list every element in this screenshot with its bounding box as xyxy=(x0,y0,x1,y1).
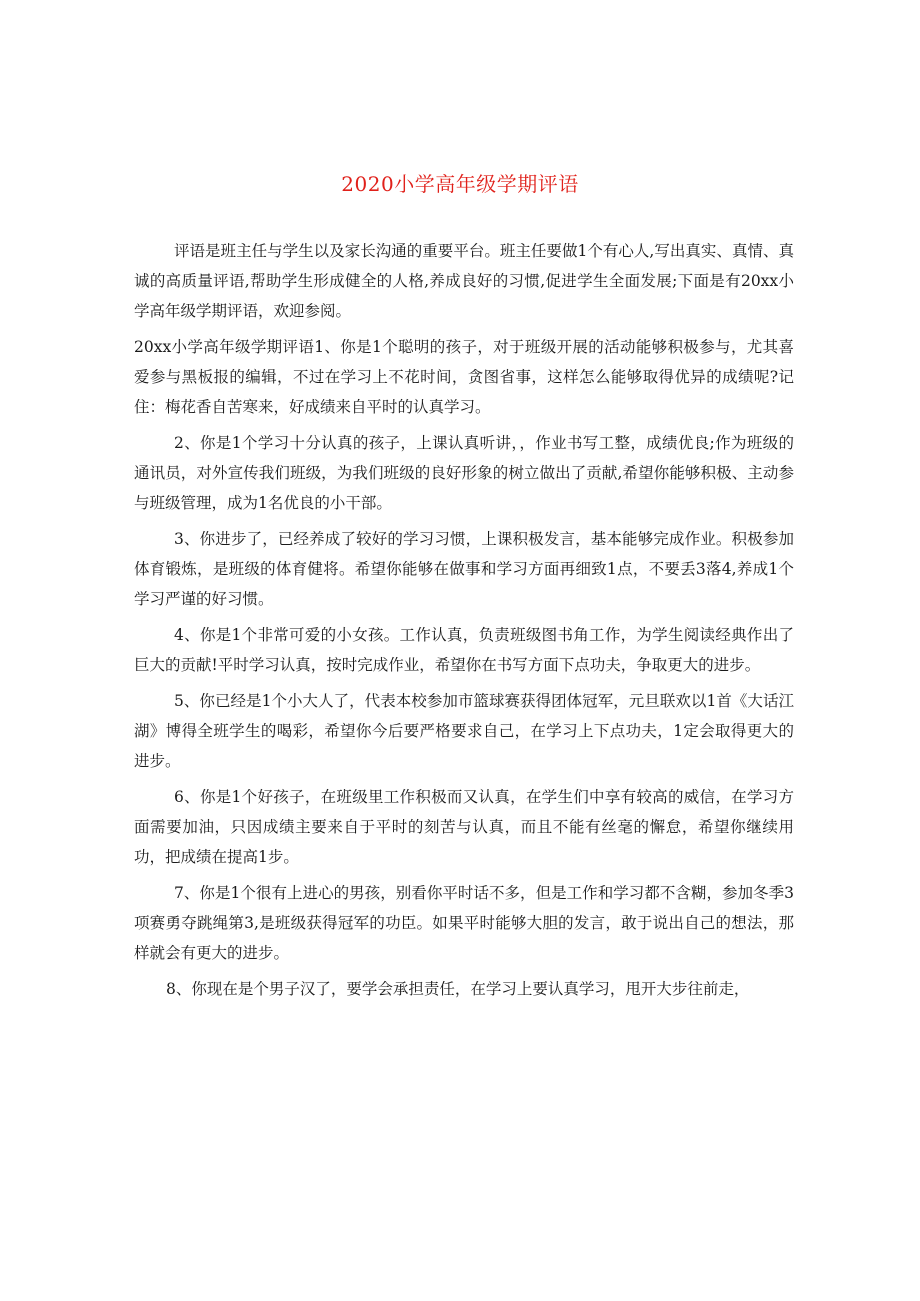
paragraph-comment-8: 8、你现在是个男子汉了，要学会承担责任，在学习上要认真学习，甩开大步往前走， xyxy=(166,980,750,998)
paragraph-intro: 评语是班主任与学生以及家长沟通的重要平台。班主任要做1个有心人,写出真实、真情、真诚的高质量评语,帮助学生形成健全的人格,养成良好的习惯,促进学生全面发展;下面是有20xx小学高年级学期评语，欢迎参阅。 xyxy=(134,242,794,320)
paragraph-comment-5: 5、你已经是1个小大人了，代表本校参加市篮球赛获得团体冠军，元旦联欢以1首《大话江湖》博得全班学生的喝彩，希望你今后要严格要求自己，在学习上下点功夫，1定会取得更大的进步。 xyxy=(134,692,794,770)
paragraph-comment-4: 4、你是1个非常可爱的小女孩。工作认真，负责班级图书角工作，为学生阅读经典作出了巨大的贡献!平时学习认真，按时完成作业，希望你在书写方面下点功夫，争取更大的进步。 xyxy=(134,626,794,674)
paragraph-comment-2: 2、你是1个学习十分认真的孩子，上课认真听讲，，作业书写工整，成绩优良;作为班级的通讯员，对外宣传我们班级，为我们班级的良好形象的树立做出了贡献,希望你能够积极、主动参与班级管理，成为1名优良的小干部。 xyxy=(134,434,794,512)
paragraph-comment-1: 20xx小学高年级学期评语1、你是1个聪明的孩子，对于班级开展的活动能够积极参与，尤其喜爱参与黑板报的编辑，不过在学习上不花时间，贪图省事，这样怎么能够取得优异的成绩呢?记住：梅花香自苦寒来，好成绩来自平时的认真学习。 xyxy=(134,338,794,416)
document-title: 2020小学高年级学期评语 xyxy=(341,172,579,196)
document-body xyxy=(134,236,794,1010)
paragraph-comment-6: 6、你是1个好孩子，在班级里工作积极而又认真，在学生们中享有较高的威信，在学习方面需要加油，只因成绩主要来自于平时的刻苦与认真，而且不能有丝毫的懈怠，希望你继续用功，把成绩在提高1步。 xyxy=(134,788,794,866)
paragraph-comment-3: 3、你进步了，已经养成了较好的学习习惯，上课积极发言，基本能够完成作业。积极参加体育锻炼，是班级的体育健将。希望你能够在做事和学习方面再细致1点，不要丢3落4,养成1个学习严谨的好习惯。 xyxy=(134,530,794,608)
paragraph-comment-7: 7、你是1个很有上进心的男孩，别看你平时话不多，但是工作和学习都不含糊，参加冬季3项赛勇夺跳绳第3,是班级获得冠军的功臣。如果平时能够大胆的发言，敢于说出自己的想法，那样就会有更大的进步。 xyxy=(134,884,794,962)
